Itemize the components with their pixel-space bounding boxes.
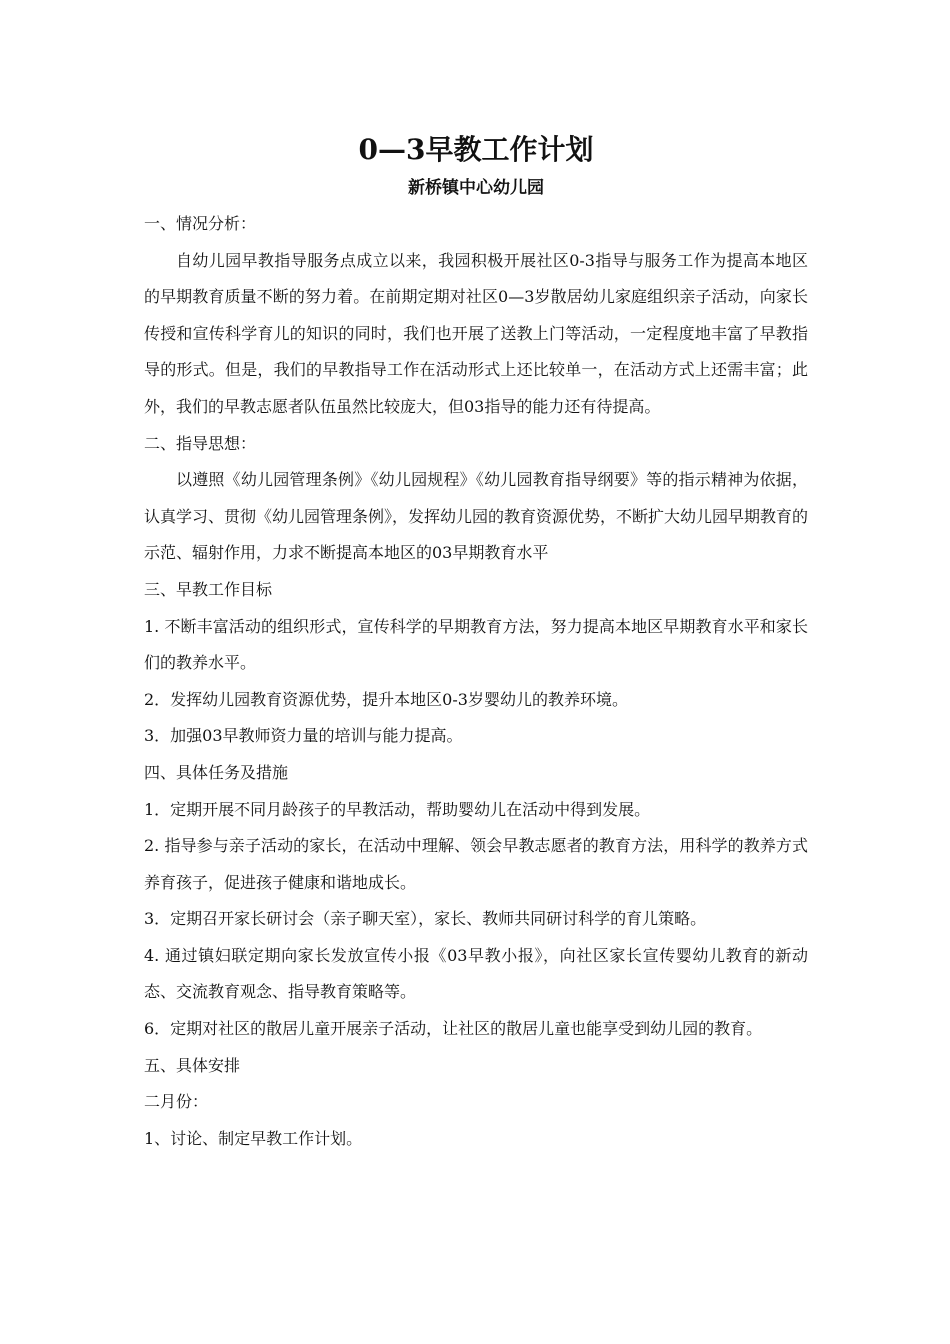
goal-item-2: 2．发挥幼儿园教育资源优势，提升本地区0-3岁婴幼儿的教养环境。 <box>144 689 628 709</box>
task-item-1: 1．定期开展不同月龄孩子的早教活动，帮助婴幼儿在活动中得到发展。 <box>144 799 651 819</box>
document-page <box>144 128 808 1157</box>
schedule-item-1: 1、讨论、制定早教工作计划。 <box>144 1128 363 1148</box>
document-title: 0—3早教工作计划 <box>358 133 594 166</box>
task-item-3: 3．定期召开家长研讨会（亲子聊天室），家长、教师共同研讨科学的育儿策略。 <box>144 909 707 929</box>
section-heading-guiding-idea: 二、指导思想： <box>144 433 257 453</box>
task-item-2: 2. 指导参与亲子活动的家长，在活动中理解、领会早教志愿者的教育方法，用科学的教养方式养育孩子，促进孩子健康和谐地成长。 <box>144 836 808 892</box>
section-heading-tasks: 四、具体任务及措施 <box>144 762 289 782</box>
paragraph-situation: 自幼儿园早教指导服务点成立以来，我园积极开展社区0-3指导与服务工作为提高本地区的早期教育质量不断的努力着。在前期定期对社区0—3岁散居幼儿家庭组织亲子活动，向家长传授和宣传科学育儿的知识的同时，我们也开展了送教上门等活动，一定程度地丰富了早教指导的形式。但是，我们的早教指导工作在活动形式上还比较单一，在活动方式上还需丰富；此外，我们的早教志愿者队伍虽然比较庞大，但03指导的能力还有待提高。 <box>144 250 808 416</box>
section-heading-goals: 三、早教工作目标 <box>144 579 273 599</box>
task-item-4: 4. 通过镇妇联定期向家长发放宣传小报《03早教小报》，向社区家长宣传婴幼儿教育的新动态、交流教育观念、指导教育策略等。 <box>144 945 808 1002</box>
section-heading-situation: 一、情况分析： <box>144 214 257 233</box>
paragraph-guiding-idea: 以遵照《幼儿园管理条例》《幼儿园规程》《幼儿园教育指导纲要》等的指示精神为依据，认真学习、贯彻《幼儿园管理条例》，发挥幼儿园的教育资源优势，不断扩大幼儿园早期教育的示范、辐射作用，力求不断提高本地区的03早期教育水平 <box>144 470 809 563</box>
goal-item-1: 1. 不断丰富活动的组织形式，宣传科学的早期教育方法，努力提高本地区早期教育水平和家长们的教养水平。 <box>144 616 808 673</box>
section-heading-schedule: 五、具体安排 <box>144 1055 241 1075</box>
schedule-month-february: 二月份： <box>144 1092 209 1112</box>
goal-item-3: 3．加强03早教师资力量的培训与能力提高。 <box>144 726 463 746</box>
task-item-6: 6．定期对社区的散居儿童开展亲子活动，让社区的散居儿童也能享受到幼儿园的教育。 <box>144 1019 763 1039</box>
document-subtitle: 新桥镇中心幼儿园 <box>408 178 544 198</box>
